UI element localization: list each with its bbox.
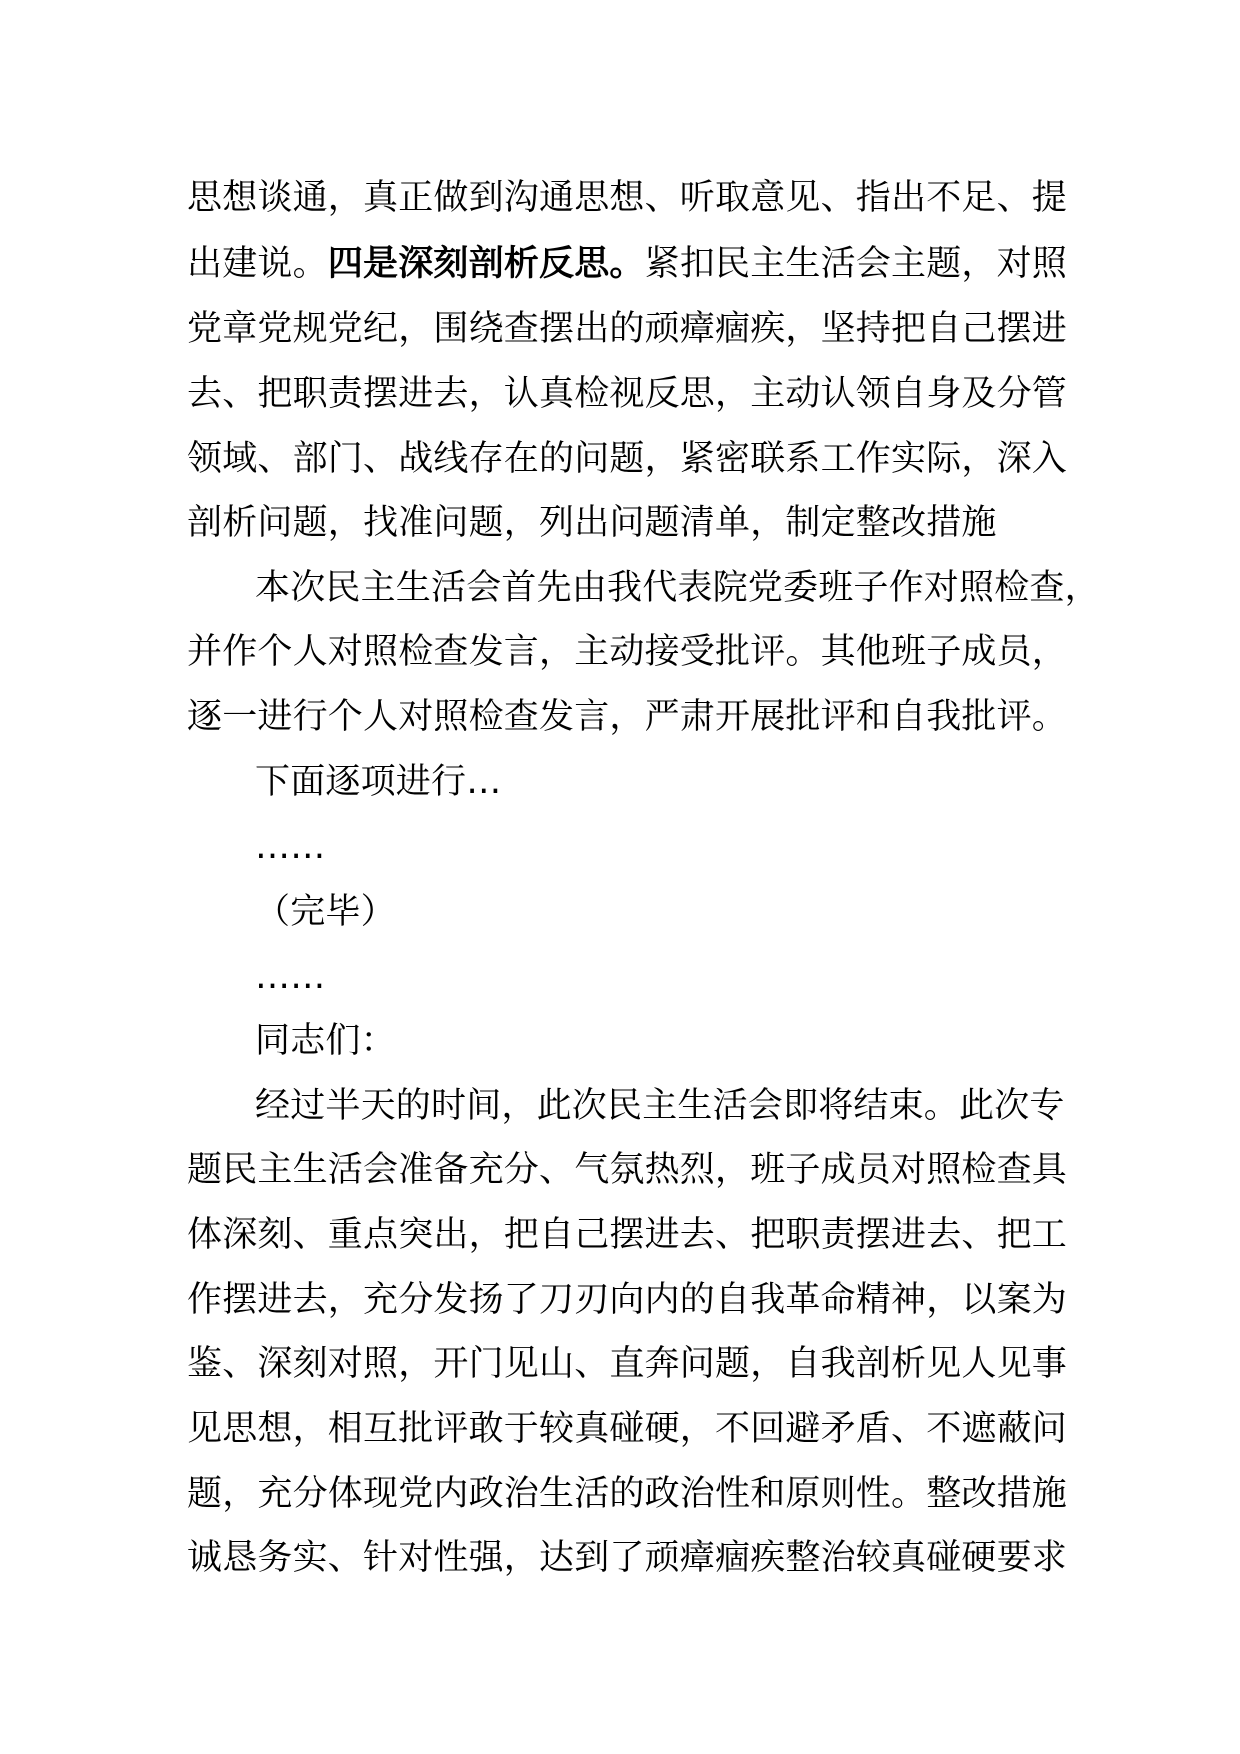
text-line (255, 884, 396, 940)
text-segment: 本次民主生活会首先由我代表院党委班子作对照检查， (255, 568, 1100, 608)
text-segment: 紧扣民主生活会主题，对照 (644, 244, 1068, 284)
text-line (187, 366, 1067, 422)
text-segment: 党章党规党纪，围绕查摆出的顽瘴痼疾，坚持把自己摆进 (187, 309, 1068, 349)
text-line (187, 1142, 1067, 1198)
text-segment: 诚恳务实、针对性强，达到了顽瘴痼疾整治较真碰硬要求 (187, 1538, 1068, 1578)
text-line (187, 495, 997, 551)
text-line (187, 301, 1067, 357)
text-line (187, 689, 1067, 745)
text-segment: 题，充分体现党内政治生活的政治性和原则性。整改措施 (187, 1474, 1068, 1514)
text-segment: 同志们： (255, 1021, 396, 1061)
text-segment: 下面逐项进行… (255, 762, 502, 802)
text-line (255, 949, 325, 1005)
text-line (255, 560, 1100, 616)
text-line (255, 1078, 1065, 1134)
text-segment: 见思想，相互批评敢于较真碰硬，不回避矛盾、不遮蔽问 (187, 1409, 1068, 1449)
text-line (187, 1207, 1067, 1263)
text-segment: 体深刻、重点突出，把自己摆进去、把职责摆进去、把工 (187, 1215, 1068, 1255)
text-line (187, 1401, 1067, 1457)
text-segment: …… (255, 827, 326, 867)
text-segment: …… (255, 957, 326, 997)
text-segment: 鉴、深刻对照，开门见山、直奔问题，自我剖析见人见事 (187, 1344, 1068, 1384)
text-segment: 领域、部门、战线存在的问题，紧密联系工作实际，深入 (187, 439, 1068, 479)
text-segment: 逐一进行个人对照检查发言，严肃开展批评和自我批评。 (187, 697, 1068, 737)
text-line (255, 819, 325, 875)
text-line (187, 1336, 1067, 1392)
text-line (255, 754, 501, 810)
text-line (187, 170, 1067, 226)
text-segment: 思想谈通，真正做到沟通思想、听取意见、指出不足、提 (187, 178, 1068, 218)
text-line (187, 1466, 1067, 1522)
text-segment: （完毕） (255, 892, 396, 932)
text-segment: 题民主生活会准备充分、气氛热烈，班子成员对照检查具 (187, 1150, 1068, 1190)
text-line (187, 431, 1067, 487)
text-segment: 经过半天的时间，此次民主生活会即将结束。此次专 (255, 1086, 1065, 1126)
text-segment: 剖析问题，找准问题，列出问题清单，制定整改措施 (187, 503, 997, 543)
bold-heading-segment: 四是深刻剖析反思。 (327, 244, 645, 284)
text-line (187, 1530, 1067, 1586)
text-segment: 出建说。 (187, 244, 328, 284)
text-line (187, 1272, 1067, 1328)
text-segment: 去、把职责摆进去，认真检视反思，主动认领自身及分管 (187, 374, 1068, 414)
text-line (187, 624, 1067, 680)
text-segment: 作摆进去，充分发扬了刀刃向内的自我革命精神，以案为 (187, 1280, 1068, 1320)
text-segment: 并作个人对照检查发言，主动接受批评。其他班子成员， (187, 632, 1068, 672)
text-line (187, 236, 1067, 292)
text-line (255, 1013, 396, 1069)
